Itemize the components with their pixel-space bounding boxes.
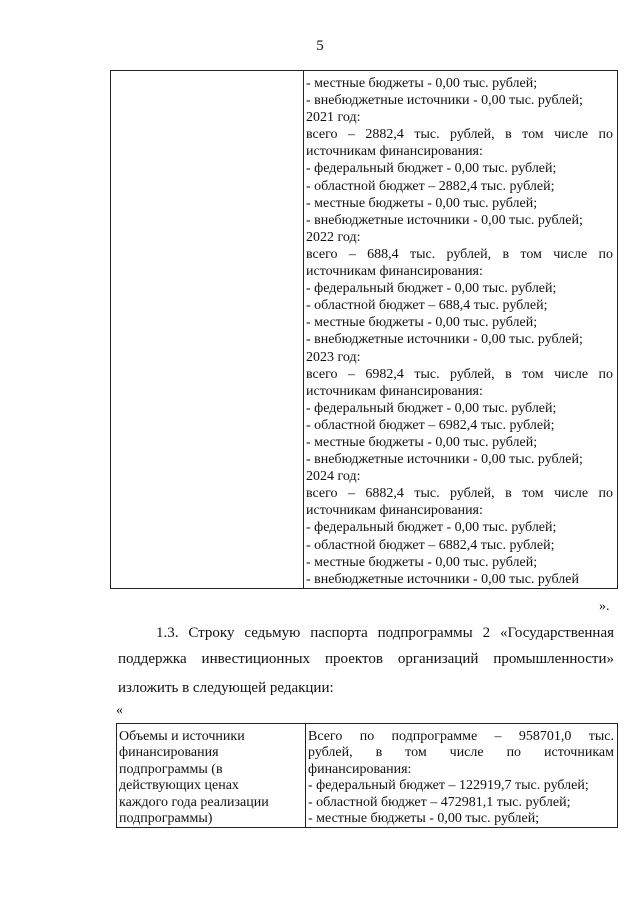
text-line: 2024 год: [306,469,361,485]
text-line: - местные бюджеты - 0,00 тыс. рублей; [306,434,538,450]
text-line: - областной бюджет – 6982,4 тыс. рублей; [306,417,555,433]
text-line: финансирования [119,745,219,761]
table-cell-budget-details [306,724,618,828]
table-row [117,724,618,828]
paragraph-line: изложить в следующей редакции: [118,680,334,696]
text-line: рублей, в том числе по источникам [308,745,614,761]
text-line: 2023 год: [306,349,361,365]
text-line: - местные бюджеты - 0,00 тыс. рублей; [306,76,538,91]
table-cell-row-header [117,724,306,828]
text-line: Всего по подпрограмме – 958701,0 тыс. [308,729,614,744]
text-line: всего – 6882,4 тыс. рублей, в том числе по [306,486,613,502]
text-line: - внебюджетные источники - 0,00 тыс. рублей; [306,93,583,109]
budget-table-continued [110,70,618,589]
text-line: - областной бюджет – 688,4 тыс. рублей; [306,298,548,314]
text-line: действующих ценах [119,778,239,794]
text-line: источникам финансирования: [306,383,483,399]
text-line: подпрограммы (в [119,761,223,777]
text-line: - местные бюджеты - 0,00 тыс. рублей; [306,554,538,570]
text-line: каждого года реализации [119,794,269,810]
text-line: - областной бюджет – 2882,4 тыс. рублей; [306,178,555,194]
table-cell-budget-details [304,71,618,589]
text-line: - внебюджетные источники - 0,00 тыс. рублей; [306,212,583,228]
closing-quote: ». [599,599,610,614]
text-line: - федеральный бюджет - 0,00 тыс. рублей; [306,161,557,177]
text-line: - местные бюджеты - 0,00 тыс. рублей; [306,315,538,331]
text-line: - федеральный бюджет - 0,00 тыс. рублей; [306,281,557,297]
text-line: 2021 год: [306,110,361,126]
table-row [111,71,618,589]
text-line: Объемы и источники [119,729,245,744]
text-line: - местные бюджеты - 0,00 тыс. рублей; [308,810,540,826]
paragraph-line: поддержка инвестиционных проектов организаций промышленности» [118,651,614,667]
text-line: всего – 6982,4 тыс. рублей, в том числе по [306,366,613,382]
text-line: 2022 год: [306,229,361,245]
text-line: источникам финансирования: [306,144,483,160]
text-line: - федеральный бюджет – 122919,7 тыс. рублей; [308,778,589,794]
page-number: 5 [316,38,324,54]
text-line: - внебюджетные источники - 0,00 тыс. рублей; [306,332,583,348]
text-line: всего – 688,4 тыс. рублей, в том числе по [306,246,613,262]
text-line: - областной бюджет – 472981,1 тыс. рублей; [308,794,571,810]
text-line: - внебюджетные источники - 0,00 тыс. рублей [306,571,579,587]
text-line: подпрограммы) [119,810,213,826]
text-line: всего – 2882,4 тыс. рублей, в том числе по [306,127,613,143]
text-line: - федеральный бюджет - 0,00 тыс. рублей; [306,400,557,416]
text-line: - областной бюджет – 6882,4 тыс. рублей; [306,537,555,553]
text-line: - федеральный бюджет - 0,00 тыс. рублей; [306,520,557,536]
text-line: источникам финансирования: [306,503,483,519]
budget-table-new [116,723,618,828]
opening-quote: « [116,703,123,718]
paragraph-line: 1.3. Строку седьмую паспорта подпрограммы 2 «Государственная [156,625,614,641]
text-line: - внебюджетные источники - 0,00 тыс. рублей; [306,452,583,468]
text-line: источникам финансирования: [306,264,483,280]
text-line: - местные бюджеты - 0,00 тыс. рублей; [306,195,538,211]
table-cell-empty-left [111,71,304,589]
text-line: финансирования: [308,761,412,777]
